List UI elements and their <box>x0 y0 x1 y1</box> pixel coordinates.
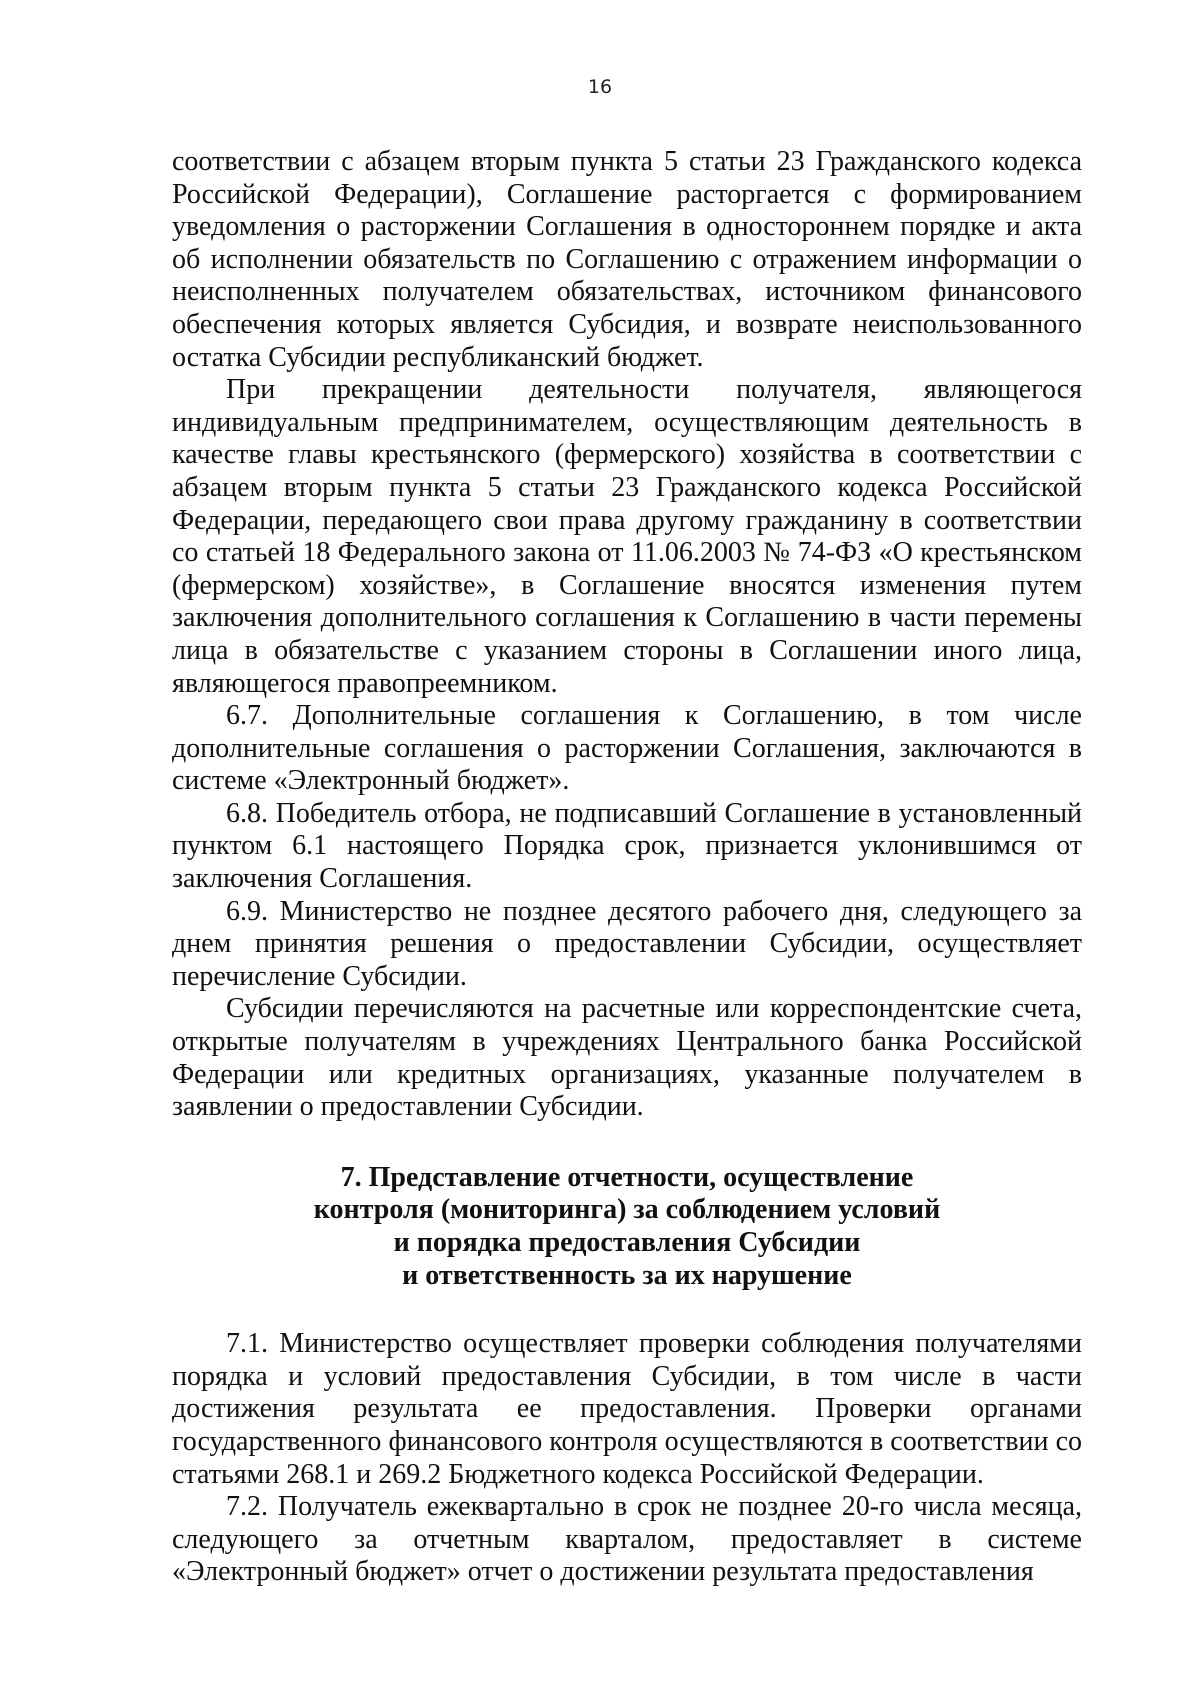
paragraph-6-7: 6.7. Дополнительные соглашения к Соглашению, в том числе дополнительные соглашения о расторжении Соглашения, заключаются в системе «Электронный бюджет». <box>172 700 1082 797</box>
heading-line: и ответственность за их нарушение <box>402 1259 852 1291</box>
paragraph-7-2: 7.2. Получатель ежеквартально в срок не позднее 20-го числа месяца, следующего за отчетным кварталом, предоставляет в системе «Электронный бюджет» отчет о достижении результата предоставления <box>172 1491 1082 1588</box>
paragraph: Субсидии перечисляются на расчетные или корреспондентские счета, открытые получателям в учреждениях Центрального банка Российской Федерации или кредитных организациях, указанные получателем в заявлении о предоставлении Субсидии. <box>172 993 1082 1123</box>
paragraph-6-8: 6.8. Победитель отбора, не подписавший Соглашение в установленный пунктом 6.1 настоящего Порядка срок, признается уклонившимся от заключения Соглашения. <box>172 797 1082 895</box>
heading-line: и порядка предоставления Субсидии <box>393 1227 861 1258</box>
section-7-heading <box>172 1162 1082 1292</box>
page-number: 16 <box>587 76 613 98</box>
paragraph: соответствии с абзацем вторым пункта 5 статьи 23 Гражданского кодекса Российской Федерации), Соглашение расторгается с формированием уведомления о расторжении Соглашения в одностороннем порядке и акта об исполнении обязательств по Соглашению с отражением информации о неисполненных получателем обязательствах, источником финансового обеспечения которых является Субсидия, и возврате неиспользованного остатка Субсидии республиканский бюджет. <box>172 146 1082 373</box>
heading-line: 7. Представление отчетности, осуществление <box>340 1161 914 1193</box>
paragraph: При прекращении деятельности получателя, являющегося индивидуальным предпринимателем, осуществляющим деятельность в качестве главы крестьянского (фермерского) хозяйства в соответствии с абзацем вторым пункта 5 статьи 23 Гражданского кодекса Российской Федерации, передающего свои права другому гражданину в соответствии со статьей 18 Федерального закона от 11.06.2003 № 74-ФЗ «О крестьянском (фермерском) хозяйстве», в Соглашение вносятся изменения путем заключения дополнительного соглашения к Соглашению в части перемены лица в обязательстве с указанием стороны в Соглашении иного лица, являющегося правопреемником. <box>172 374 1082 699</box>
heading-line: контроля (мониторинга) за соблюдением условий <box>313 1194 941 1226</box>
paragraph-7-1: 7.1. Министерство осуществляет проверки соблюдения получателями порядка и условий предоставления Субсидии, в том числе в части достижения результата ее предоставления. Проверки органами государственного финансового контроля осуществляются в соответствии со статьями 268.1 и 269.2 Бюджетного кодекса Российской Федерации. <box>172 1328 1082 1490</box>
paragraph-6-9: 6.9. Министерство не позднее десятого рабочего дня, следующего за днем принятия решения о предоставлении Субсидии, осуществляет перечисление Субсидии. <box>172 895 1082 992</box>
document-body <box>172 146 1082 1589</box>
